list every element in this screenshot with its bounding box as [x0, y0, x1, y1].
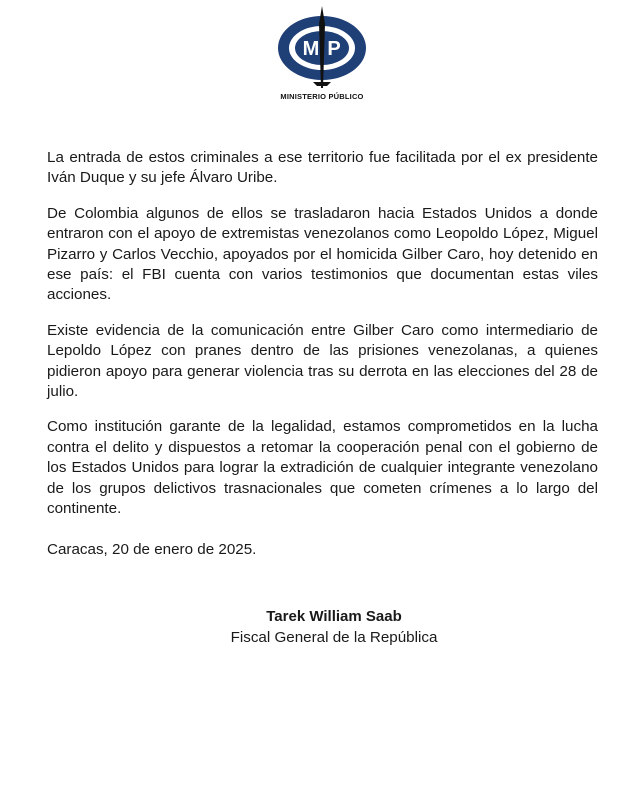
paragraph: La entrada de estos criminales a ese territorio fue facilitada por el ex presidente Iván Duque y su jefe Álvaro Uribe. — [47, 149, 598, 187]
paragraph: Existe evidencia de la comunicación entre Gilber Caro como intermediario de Lepoldo López con pranes dentro de las prisiones venezolanas, a quienes pidieron apoyo para generar violencia tras su derrota en las elecciones del 28 de julio. — [47, 321, 598, 401]
document-body — [47, 148, 598, 535]
paragraph: De Colombia algunos de ellos se trasladaron hacia Estados Unidos a donde entraron con el apoyo de extremistas venezolanos como Leopoldo López, Miguel Pizarro y Carlos Vecchio, apoyados por el homicida Gilber Caro, hoy detenido en ese país: el FBI cuenta con varios testimonios que documentan estas viles acciones. — [47, 204, 598, 304]
paragraph: Como institución garante de la legalidad, estamos comprometidos en la lucha contra el delito y dispuestos a retomar la cooperación penal con el gobierno de los Estados Unidos para lograr la extradición de cualquier integrante venezolano de los grupos delictivos trasnacionales que cometen crímenes a lo largo del continente. — [47, 418, 598, 518]
dateline: Caracas, 20 de enero de 2025. — [47, 541, 257, 558]
svg-text:P: P — [327, 38, 341, 60]
ministerio-publico-seal-icon — [270, 4, 374, 104]
signatory-title: Fiscal General de la República — [230, 629, 438, 646]
signature-block — [200, 606, 468, 648]
logo-caption: MINISTERIO PÚBLICO — [280, 92, 364, 101]
svg-text:M: M — [302, 38, 320, 60]
signatory-name: Tarek William Saab — [266, 608, 402, 625]
